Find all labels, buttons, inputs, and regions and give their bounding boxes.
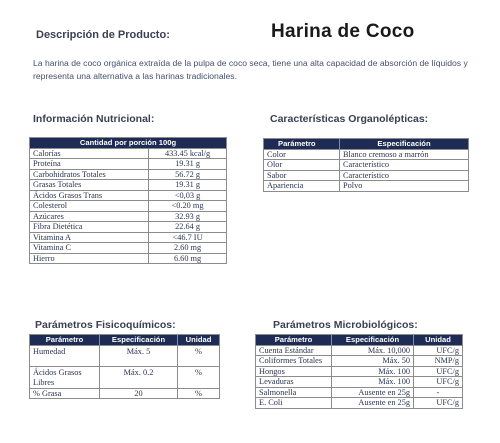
- unit-cell: -: [414, 387, 463, 398]
- table-row: [30, 180, 227, 191]
- param-cell: Salmonella: [256, 387, 332, 398]
- param-cell: Ácidos Grasos Libres: [30, 366, 100, 388]
- table-row: [30, 243, 227, 254]
- nutrient-value: 433.45 kcal/g: [149, 148, 227, 159]
- table-row: [30, 190, 227, 201]
- organoleptic-title: Características Organolépticas:: [270, 113, 429, 125]
- column-header: Parámetro: [256, 335, 332, 346]
- nutrient-value: 19.31 g: [149, 180, 227, 191]
- nutrient-name: Azúcares: [30, 211, 149, 222]
- spec-cell: Máx. 100: [332, 377, 414, 388]
- unit-cell: %: [178, 345, 220, 366]
- table-row: [256, 387, 463, 398]
- table-row: [30, 159, 227, 170]
- unit-cell: UFC/g: [414, 398, 463, 409]
- nutrition-table: [29, 137, 227, 264]
- nutrient-name: Vitamina A: [30, 232, 149, 243]
- table-row: [30, 201, 227, 212]
- nutrient-name: Hierro: [30, 253, 149, 264]
- spec-cell: Polvo: [340, 181, 469, 192]
- nutrient-name: Colesterol: [30, 201, 149, 212]
- table-row: [264, 160, 469, 171]
- nutrient-value: 56.72 g: [149, 169, 227, 180]
- spec-cell: Máx. 100: [332, 366, 414, 377]
- table-row: [256, 356, 463, 367]
- product-description: La harina de coco orgánica extraída de la pulpa de coco seca, tiene una alta capacidad de absorción de líquidos y representa una alternativa a las harinas tradicionales.: [33, 58, 468, 81]
- spec-cell: Máx. 0.2: [100, 366, 178, 388]
- nutrient-value: <0.20 mg: [149, 201, 227, 212]
- nutrient-value: 22.64 g: [149, 222, 227, 233]
- unit-cell: UFC/g: [414, 377, 463, 388]
- physicochemical-table: [29, 334, 220, 399]
- param-cell: Olor: [264, 160, 340, 171]
- param-cell: Apariencia: [264, 181, 340, 192]
- nutrient-name: Grasas Totales: [30, 180, 149, 191]
- table-row: [256, 377, 463, 388]
- nutrient-value: 2.60 mg: [149, 243, 227, 254]
- spec-cell: Máx. 10,000: [332, 345, 414, 356]
- nutrient-value: 19.31 g: [149, 159, 227, 170]
- physicochemical-title: Parámetros Fisicoquímicos:: [35, 319, 176, 331]
- nutrient-name: Calorías: [30, 148, 149, 159]
- nutrient-value: 32.93 g: [149, 211, 227, 222]
- param-cell: Levaduras: [256, 377, 332, 388]
- param-cell: Coliformes Totales: [256, 356, 332, 367]
- unit-cell: %: [178, 388, 220, 399]
- nutrient-value: <46.7 IU: [149, 232, 227, 243]
- table-row: [264, 149, 469, 160]
- unit-cell: %: [178, 366, 220, 388]
- param-cell: E. Coli: [256, 398, 332, 409]
- table-row: [30, 169, 227, 180]
- nutrient-name: Carbohidratos Totales: [30, 169, 149, 180]
- column-header: Parámetro: [30, 335, 100, 346]
- spec-cell: Blanco cremoso a marrón: [340, 149, 469, 160]
- param-cell: Sabor: [264, 170, 340, 181]
- table-row: [30, 211, 227, 222]
- table-row: [30, 148, 227, 159]
- nutrient-name: Vitamina C: [30, 243, 149, 254]
- column-header: Especificación: [332, 335, 414, 346]
- spec-cell: Ausente en 25g: [332, 398, 414, 409]
- column-header: Unidad: [414, 335, 463, 346]
- spec-cell: Característico: [340, 170, 469, 181]
- table-row: [30, 388, 220, 399]
- unit-cell: NMP/g: [414, 356, 463, 367]
- table-row: [30, 366, 220, 388]
- param-cell: % Grasa: [30, 388, 100, 399]
- table-row: [30, 232, 227, 243]
- microbiological-table: [255, 334, 463, 409]
- unit-cell: UFC/g: [414, 345, 463, 356]
- organoleptic-table: [263, 138, 469, 192]
- spec-cell: Característico: [340, 160, 469, 171]
- nutrient-value: <0,03 g: [149, 190, 227, 201]
- table-row: [264, 181, 469, 192]
- nutrient-value: 6.60 mg: [149, 253, 227, 264]
- column-header: Unidad: [178, 335, 220, 346]
- nutrition-table-header: Cantidad por porción 100g: [30, 138, 227, 149]
- table-row: [256, 366, 463, 377]
- microbiological-title: Parámetros Microbiológicos:: [273, 319, 418, 331]
- column-header: Especificación: [340, 139, 469, 150]
- nutrition-title: Información Nutricional:: [33, 113, 155, 125]
- description-heading: Descripción de Producto:: [36, 29, 170, 41]
- table-row: [30, 222, 227, 233]
- spec-cell: Máx. 5: [100, 345, 178, 366]
- table-row: [264, 170, 469, 181]
- table-row: [30, 253, 227, 264]
- column-header: Parámetro: [264, 139, 340, 150]
- table-row: [256, 398, 463, 409]
- param-cell: Humedad: [30, 345, 100, 366]
- param-cell: Cuenta Estándar: [256, 345, 332, 356]
- spec-cell: Máx. 50: [332, 356, 414, 367]
- param-cell: Hongos: [256, 366, 332, 377]
- table-row: [256, 345, 463, 356]
- table-row: [30, 345, 220, 366]
- nutrient-name: Fibra Dietética: [30, 222, 149, 233]
- spec-cell: 20: [100, 388, 178, 399]
- product-title: Harina de Coco: [271, 21, 415, 42]
- column-header: Especificación: [100, 335, 178, 346]
- spec-cell: Ausente en 25g: [332, 387, 414, 398]
- nutrient-name: Proteína: [30, 159, 149, 170]
- param-cell: Color: [264, 149, 340, 160]
- nutrient-name: Ácidos Grasos Trans: [30, 190, 149, 201]
- unit-cell: UFC/g: [414, 366, 463, 377]
